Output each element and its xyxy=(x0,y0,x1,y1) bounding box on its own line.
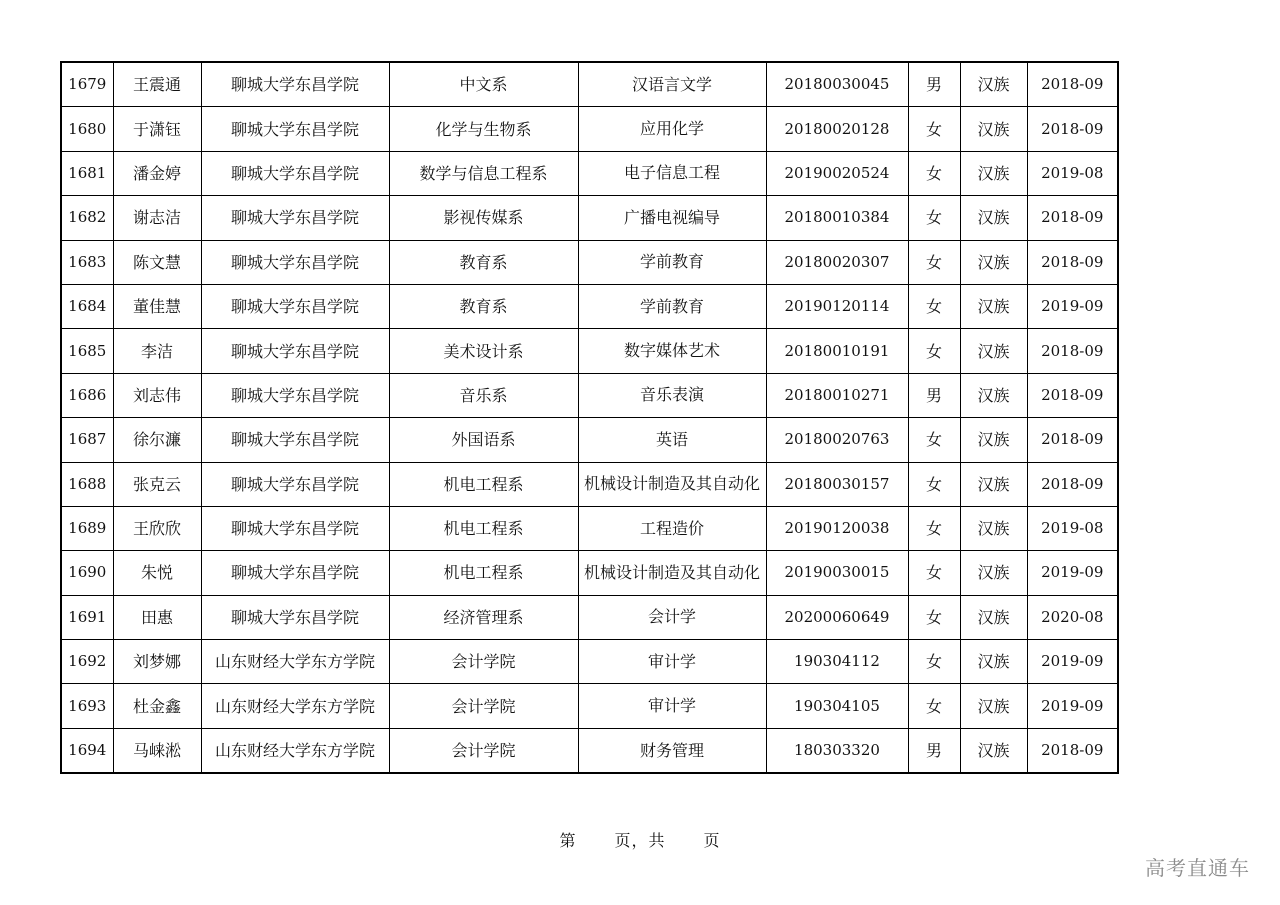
cell-index: 1690 xyxy=(61,551,113,595)
cell-enroll-date: 2020-08 xyxy=(1027,595,1118,639)
cell-ethnicity: 汉族 xyxy=(960,62,1027,107)
cell-enroll-date: 2019-09 xyxy=(1027,684,1118,728)
cell-major: 学前教育 xyxy=(578,284,766,328)
cell-major: 审计学 xyxy=(578,684,766,728)
table-row xyxy=(61,595,1118,639)
cell-major: 审计学 xyxy=(578,640,766,684)
cell-student-id: 20180010384 xyxy=(766,196,908,240)
table-row xyxy=(61,62,1118,107)
cell-enroll-date: 2018-09 xyxy=(1027,373,1118,417)
cell-school: 聊城大学东昌学院 xyxy=(201,240,389,284)
table-row xyxy=(61,240,1118,284)
cell-enroll-date: 2018-09 xyxy=(1027,107,1118,151)
cell-student-id: 20190030015 xyxy=(766,551,908,595)
cell-index: 1688 xyxy=(61,462,113,506)
cell-index: 1692 xyxy=(61,640,113,684)
cell-ethnicity: 汉族 xyxy=(960,462,1027,506)
cell-major: 数字媒体艺术 xyxy=(578,329,766,373)
cell-department: 化学与生物系 xyxy=(389,107,578,151)
cell-name: 董佳慧 xyxy=(113,284,201,328)
cell-gender: 女 xyxy=(908,418,960,462)
cell-major: 机械设计制造及其自动化 xyxy=(578,462,766,506)
cell-department: 机电工程系 xyxy=(389,551,578,595)
cell-enroll-date: 2019-09 xyxy=(1027,640,1118,684)
cell-enroll-date: 2018-09 xyxy=(1027,196,1118,240)
cell-school: 山东财经大学东方学院 xyxy=(201,684,389,728)
cell-ethnicity: 汉族 xyxy=(960,329,1027,373)
cell-student-id: 190304112 xyxy=(766,640,908,684)
cell-index: 1686 xyxy=(61,373,113,417)
table-row xyxy=(61,418,1118,462)
cell-major: 英语 xyxy=(578,418,766,462)
cell-ethnicity: 汉族 xyxy=(960,196,1027,240)
cell-name: 李洁 xyxy=(113,329,201,373)
cell-student-id: 20190020524 xyxy=(766,151,908,195)
cell-name: 马崃淞 xyxy=(113,728,201,773)
cell-enroll-date: 2018-09 xyxy=(1027,418,1118,462)
cell-gender: 女 xyxy=(908,151,960,195)
cell-ethnicity: 汉族 xyxy=(960,640,1027,684)
cell-department: 音乐系 xyxy=(389,373,578,417)
cell-department: 教育系 xyxy=(389,284,578,328)
cell-school: 聊城大学东昌学院 xyxy=(201,151,389,195)
cell-department: 会计学院 xyxy=(389,684,578,728)
cell-ethnicity: 汉族 xyxy=(960,551,1027,595)
table-row xyxy=(61,728,1118,773)
cell-department: 数学与信息工程系 xyxy=(389,151,578,195)
cell-ethnicity: 汉族 xyxy=(960,373,1027,417)
cell-gender: 女 xyxy=(908,240,960,284)
cell-name: 徐尔濂 xyxy=(113,418,201,462)
cell-enroll-date: 2018-09 xyxy=(1027,329,1118,373)
cell-enroll-date: 2019-09 xyxy=(1027,551,1118,595)
cell-gender: 女 xyxy=(908,684,960,728)
cell-student-id: 190304105 xyxy=(766,684,908,728)
cell-index: 1693 xyxy=(61,684,113,728)
table-row xyxy=(61,506,1118,550)
cell-enroll-date: 2019-08 xyxy=(1027,506,1118,550)
cell-student-id: 20180020763 xyxy=(766,418,908,462)
cell-student-id: 20180030157 xyxy=(766,462,908,506)
cell-school: 聊城大学东昌学院 xyxy=(201,551,389,595)
cell-gender: 男 xyxy=(908,728,960,773)
cell-school: 聊城大学东昌学院 xyxy=(201,595,389,639)
cell-department: 影视传媒系 xyxy=(389,196,578,240)
cell-ethnicity: 汉族 xyxy=(960,684,1027,728)
cell-student-id: 20180010191 xyxy=(766,329,908,373)
watermark: 高考直通车 xyxy=(1145,856,1250,880)
cell-gender: 女 xyxy=(908,196,960,240)
cell-department: 美术设计系 xyxy=(389,329,578,373)
cell-enroll-date: 2018-09 xyxy=(1027,728,1118,773)
cell-name: 王震通 xyxy=(113,62,201,107)
cell-index: 1681 xyxy=(61,151,113,195)
cell-name: 王欣欣 xyxy=(113,506,201,550)
cell-gender: 女 xyxy=(908,595,960,639)
cell-index: 1689 xyxy=(61,506,113,550)
student-table-container xyxy=(60,61,1119,774)
cell-gender: 女 xyxy=(908,551,960,595)
cell-school: 聊城大学东昌学院 xyxy=(201,506,389,550)
cell-gender: 女 xyxy=(908,284,960,328)
page-footer-suffix: 页 xyxy=(703,831,721,850)
cell-name: 田惠 xyxy=(113,595,201,639)
cell-major: 学前教育 xyxy=(578,240,766,284)
cell-major: 会计学 xyxy=(578,595,766,639)
table-row xyxy=(61,329,1118,373)
cell-ethnicity: 汉族 xyxy=(960,728,1027,773)
cell-ethnicity: 汉族 xyxy=(960,284,1027,328)
cell-index: 1682 xyxy=(61,196,113,240)
table-row xyxy=(61,640,1118,684)
table-row xyxy=(61,551,1118,595)
cell-student-id: 20180020128 xyxy=(766,107,908,151)
cell-school: 聊城大学东昌学院 xyxy=(201,462,389,506)
cell-enroll-date: 2018-09 xyxy=(1027,240,1118,284)
cell-student-id: 20190120114 xyxy=(766,284,908,328)
cell-gender: 女 xyxy=(908,329,960,373)
cell-index: 1684 xyxy=(61,284,113,328)
table-row xyxy=(61,462,1118,506)
student-table xyxy=(60,61,1119,774)
cell-major: 广播电视编导 xyxy=(578,196,766,240)
cell-gender: 男 xyxy=(908,373,960,417)
table-body xyxy=(61,62,1118,773)
cell-name: 潘金婷 xyxy=(113,151,201,195)
cell-enroll-date: 2018-09 xyxy=(1027,462,1118,506)
cell-student-id: 20180030045 xyxy=(766,62,908,107)
cell-ethnicity: 汉族 xyxy=(960,418,1027,462)
cell-department: 会计学院 xyxy=(389,728,578,773)
cell-index: 1683 xyxy=(61,240,113,284)
cell-ethnicity: 汉族 xyxy=(960,240,1027,284)
cell-school: 聊城大学东昌学院 xyxy=(201,62,389,107)
cell-school: 聊城大学东昌学院 xyxy=(201,373,389,417)
cell-index: 1680 xyxy=(61,107,113,151)
cell-ethnicity: 汉族 xyxy=(960,107,1027,151)
cell-school: 山东财经大学东方学院 xyxy=(201,640,389,684)
cell-name: 刘梦娜 xyxy=(113,640,201,684)
table-row xyxy=(61,684,1118,728)
cell-enroll-date: 2019-08 xyxy=(1027,151,1118,195)
page-footer-prefix: 第 xyxy=(559,831,577,850)
page-footer xyxy=(0,828,1280,851)
cell-gender: 女 xyxy=(908,640,960,684)
cell-school: 聊城大学东昌学院 xyxy=(201,284,389,328)
cell-student-id: 180303320 xyxy=(766,728,908,773)
cell-gender: 女 xyxy=(908,462,960,506)
table-row xyxy=(61,373,1118,417)
cell-school: 山东财经大学东方学院 xyxy=(201,728,389,773)
cell-student-id: 20190120038 xyxy=(766,506,908,550)
cell-index: 1679 xyxy=(61,62,113,107)
table-row xyxy=(61,107,1118,151)
cell-name: 于潇钰 xyxy=(113,107,201,151)
cell-index: 1685 xyxy=(61,329,113,373)
page-footer-middle: 页，共 xyxy=(614,831,666,850)
cell-student-id: 20180020307 xyxy=(766,240,908,284)
cell-gender: 男 xyxy=(908,62,960,107)
cell-gender: 女 xyxy=(908,107,960,151)
cell-name: 张克云 xyxy=(113,462,201,506)
cell-department: 机电工程系 xyxy=(389,462,578,506)
cell-ethnicity: 汉族 xyxy=(960,151,1027,195)
cell-major: 机械设计制造及其自动化 xyxy=(578,551,766,595)
cell-major: 工程造价 xyxy=(578,506,766,550)
cell-student-id: 20180010271 xyxy=(766,373,908,417)
table-row xyxy=(61,196,1118,240)
cell-name: 朱悦 xyxy=(113,551,201,595)
cell-department: 教育系 xyxy=(389,240,578,284)
cell-name: 谢志洁 xyxy=(113,196,201,240)
cell-index: 1687 xyxy=(61,418,113,462)
cell-name: 陈文慧 xyxy=(113,240,201,284)
cell-major: 汉语言文学 xyxy=(578,62,766,107)
cell-department: 外国语系 xyxy=(389,418,578,462)
cell-name: 刘志伟 xyxy=(113,373,201,417)
cell-department: 经济管理系 xyxy=(389,595,578,639)
cell-school: 聊城大学东昌学院 xyxy=(201,196,389,240)
table-row xyxy=(61,151,1118,195)
cell-enroll-date: 2018-09 xyxy=(1027,62,1118,107)
cell-major: 应用化学 xyxy=(578,107,766,151)
cell-index: 1691 xyxy=(61,595,113,639)
cell-school: 聊城大学东昌学院 xyxy=(201,418,389,462)
table-row xyxy=(61,284,1118,328)
cell-department: 中文系 xyxy=(389,62,578,107)
cell-index: 1694 xyxy=(61,728,113,773)
cell-name: 杜金鑫 xyxy=(113,684,201,728)
cell-school: 聊城大学东昌学院 xyxy=(201,329,389,373)
cell-ethnicity: 汉族 xyxy=(960,506,1027,550)
cell-department: 机电工程系 xyxy=(389,506,578,550)
cell-major: 电子信息工程 xyxy=(578,151,766,195)
cell-major: 音乐表演 xyxy=(578,373,766,417)
cell-department: 会计学院 xyxy=(389,640,578,684)
cell-ethnicity: 汉族 xyxy=(960,595,1027,639)
cell-major: 财务管理 xyxy=(578,728,766,773)
cell-student-id: 20200060649 xyxy=(766,595,908,639)
cell-school: 聊城大学东昌学院 xyxy=(201,107,389,151)
cell-enroll-date: 2019-09 xyxy=(1027,284,1118,328)
cell-gender: 女 xyxy=(908,506,960,550)
